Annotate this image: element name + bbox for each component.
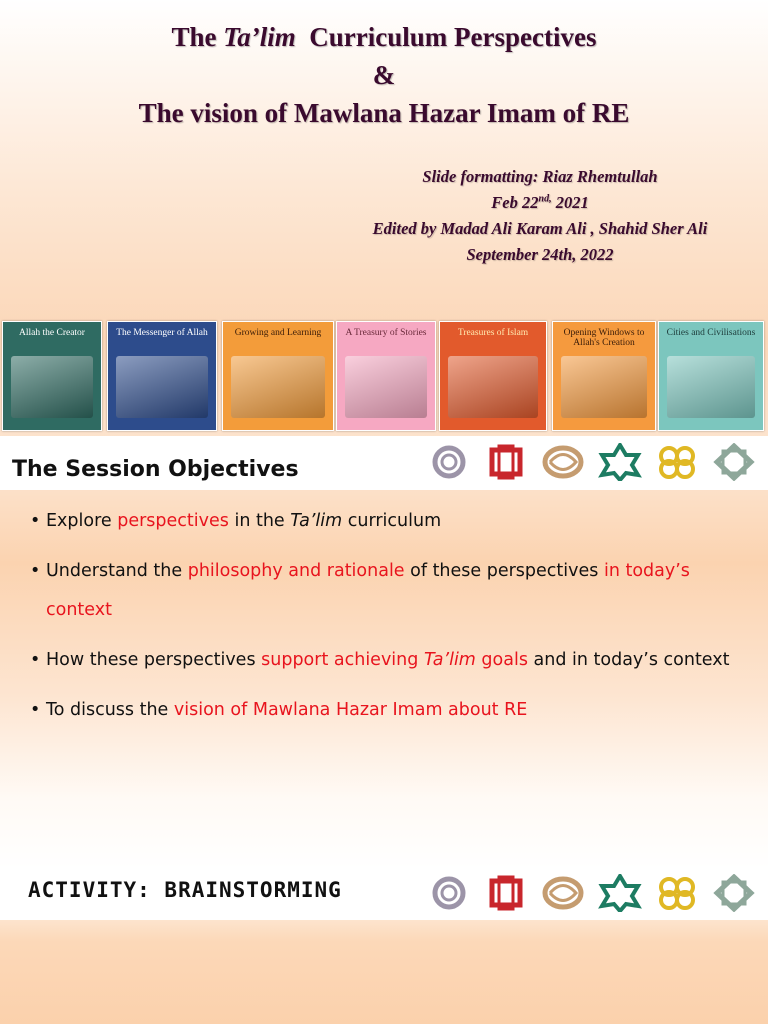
objectives-list: [30, 502, 740, 741]
session-objectives-heading: The Session Objectives: [12, 457, 299, 482]
objective-text: vision of Mawlana Hazar Imam about RE: [173, 700, 528, 720]
objective-text: in today’s context: [46, 561, 696, 620]
book-cover-5: [439, 321, 547, 431]
slide-title: [0, 18, 768, 132]
objective-text: goals: [475, 650, 528, 670]
green-star-knot-icon: [597, 443, 643, 481]
book-cover-2: [107, 321, 217, 431]
objective-text: and in today’s context: [527, 650, 730, 670]
book-illustration: [11, 356, 93, 418]
book-illustration: [116, 356, 208, 418]
objective-text: support achieving: [261, 650, 424, 670]
book-title: Growing and Learning: [234, 328, 322, 338]
book-illustration: [345, 356, 427, 418]
book-cover-1: [2, 321, 102, 431]
activity-heading: ACTIVITY: BRAINSTORMING: [28, 878, 342, 902]
grey-knot-icon: [426, 874, 472, 912]
grey-knot-icon: [426, 443, 472, 481]
objective-text: of these perspectives: [404, 561, 604, 581]
book-title: A Treasury of Stories: [345, 328, 427, 338]
book-illustration: [561, 356, 647, 418]
objective-text: perspectives: [117, 511, 229, 531]
sage-knot-icon: [711, 443, 757, 481]
objective-item: [30, 552, 740, 630]
book-title: Allah the Creator: [19, 328, 85, 338]
book-cover-3: [222, 321, 334, 431]
bullet-icon: •: [30, 650, 41, 670]
objective-text: Ta’lim: [423, 650, 476, 670]
edit-date: September 24th, 2022: [466, 245, 614, 264]
title-line-2: &: [372, 60, 396, 90]
red-knot-icon: [483, 443, 529, 481]
activity-bar: [0, 866, 768, 920]
book-cover-4: [336, 321, 436, 431]
objective-text: in the: [228, 511, 291, 531]
book-illustration: [667, 356, 755, 418]
book-title: Opening Windows to Allah's Creation: [563, 328, 645, 348]
yellow-flower-knot-icon: [654, 443, 700, 481]
bullet-icon: •: [30, 700, 41, 720]
bullet-icon: •: [30, 511, 41, 531]
objective-text: philosophy and rationale: [187, 561, 405, 581]
objective-text: Explore: [46, 511, 118, 531]
book-cover-6: [552, 321, 656, 431]
objective-text: To discuss the: [46, 700, 174, 720]
bullet-icon: •: [30, 561, 41, 581]
book-illustration: [231, 356, 325, 418]
sage-knot-icon: [711, 874, 757, 912]
yellow-flower-knot-icon: [654, 874, 700, 912]
objective-text: Understand the: [46, 561, 188, 581]
objective-text: curriculum: [342, 511, 442, 531]
editors-credit: Edited by Madad Ali Karam Ali , Shahid Sher Ali: [372, 219, 708, 238]
book-illustration: [448, 356, 538, 418]
tan-knot-icon: [540, 443, 586, 481]
tan-knot-icon: [540, 874, 586, 912]
formatting-credit: Slide formatting: Riaz Rhemtullah: [422, 167, 658, 186]
objective-text: Ta’lim: [290, 511, 343, 531]
credits: [330, 164, 750, 268]
session-objectives-bar: [0, 436, 768, 490]
book-title: The Messenger of Allah: [116, 328, 208, 338]
red-knot-icon: [483, 874, 529, 912]
book-cover-7: [658, 321, 764, 431]
book-title: Treasures of Islam: [457, 328, 529, 338]
book-covers-strip: [2, 321, 766, 433]
formatting-date: Feb $22^{nd,}$ 2021: [491, 193, 589, 212]
knot-ornaments-activity: [422, 868, 768, 918]
objective-item: [30, 691, 740, 730]
objective-text: How these perspectives: [46, 650, 262, 670]
knot-ornaments: [422, 437, 768, 487]
title-line-1: The Ta’lim Curriculum Perspectives: [171, 22, 597, 52]
book-title: Cities and Civilisations: [666, 328, 756, 338]
green-star-knot-icon: [597, 874, 643, 912]
objective-item: [30, 641, 740, 680]
objective-item: [30, 502, 740, 541]
title-line-3: The vision of Mawlana Hazar Imam of RE: [138, 98, 630, 128]
